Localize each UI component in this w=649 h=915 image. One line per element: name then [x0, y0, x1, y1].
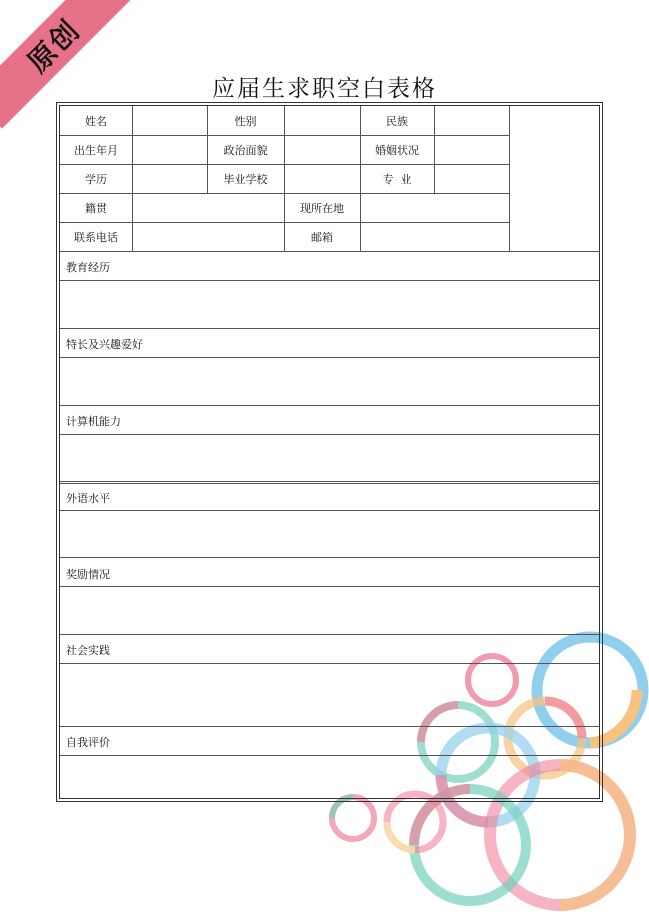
native-place-field[interactable]	[133, 193, 284, 222]
birth-field[interactable]	[133, 135, 207, 164]
label-political: 政治面貌	[223, 143, 268, 157]
label-major: 专 业	[382, 172, 412, 186]
label-phone: 联系电话	[74, 230, 118, 244]
section-education-history: 教育经历	[66, 261, 110, 274]
awards-field[interactable]	[60, 587, 599, 634]
badge-text: 原创	[21, 13, 87, 79]
label-education: 学历	[85, 172, 107, 186]
name-field[interactable]	[133, 106, 207, 135]
education-field[interactable]	[133, 164, 207, 193]
section-awards: 奖励情况	[66, 568, 110, 581]
gender-field[interactable]	[285, 106, 360, 135]
political-field[interactable]	[285, 135, 360, 164]
language-field[interactable]	[60, 511, 599, 557]
computer-field[interactable]	[60, 435, 599, 481]
label-marital: 婚姻状况	[375, 143, 419, 157]
section-practice: 社会实践	[66, 644, 110, 657]
education-history-field[interactable]	[60, 281, 599, 328]
application-form	[56, 102, 603, 802]
form-grid	[59, 105, 600, 799]
label-ethnicity: 民族	[386, 114, 408, 128]
label-native-place: 籍贯	[85, 201, 107, 215]
phone-field[interactable]	[133, 222, 284, 251]
section-self-eval: 自我评价	[66, 736, 110, 749]
ring-small-left	[332, 797, 374, 839]
label-current-location: 现所在地	[300, 201, 344, 215]
ethnicity-field[interactable]	[435, 106, 509, 135]
section-language: 外语水平	[66, 492, 110, 505]
page-title: 应届生求职空白表格	[212, 76, 437, 102]
label-postcode: 邮箱	[311, 230, 333, 244]
self-eval-field[interactable]	[60, 756, 599, 800]
marital-field[interactable]	[435, 135, 509, 164]
label-school: 毕业学校	[223, 172, 268, 186]
ring-small-center	[387, 794, 443, 850]
major-field[interactable]	[435, 164, 509, 193]
current-location-field[interactable]	[361, 193, 509, 222]
postcode-field[interactable]	[361, 222, 509, 251]
section-computer: 计算机能力	[66, 415, 121, 428]
label-name: 姓名	[85, 114, 107, 128]
label-birth: 出生年月	[74, 143, 118, 157]
school-field[interactable]	[285, 164, 360, 193]
ring-teal-large	[414, 789, 526, 901]
practice-field[interactable]	[60, 664, 599, 726]
photo-box[interactable]	[510, 106, 601, 251]
label-gender: 性别	[234, 114, 257, 128]
section-skills-hobbies: 特长及兴趣爱好	[66, 338, 143, 351]
skills-hobbies-field[interactable]	[60, 358, 599, 405]
